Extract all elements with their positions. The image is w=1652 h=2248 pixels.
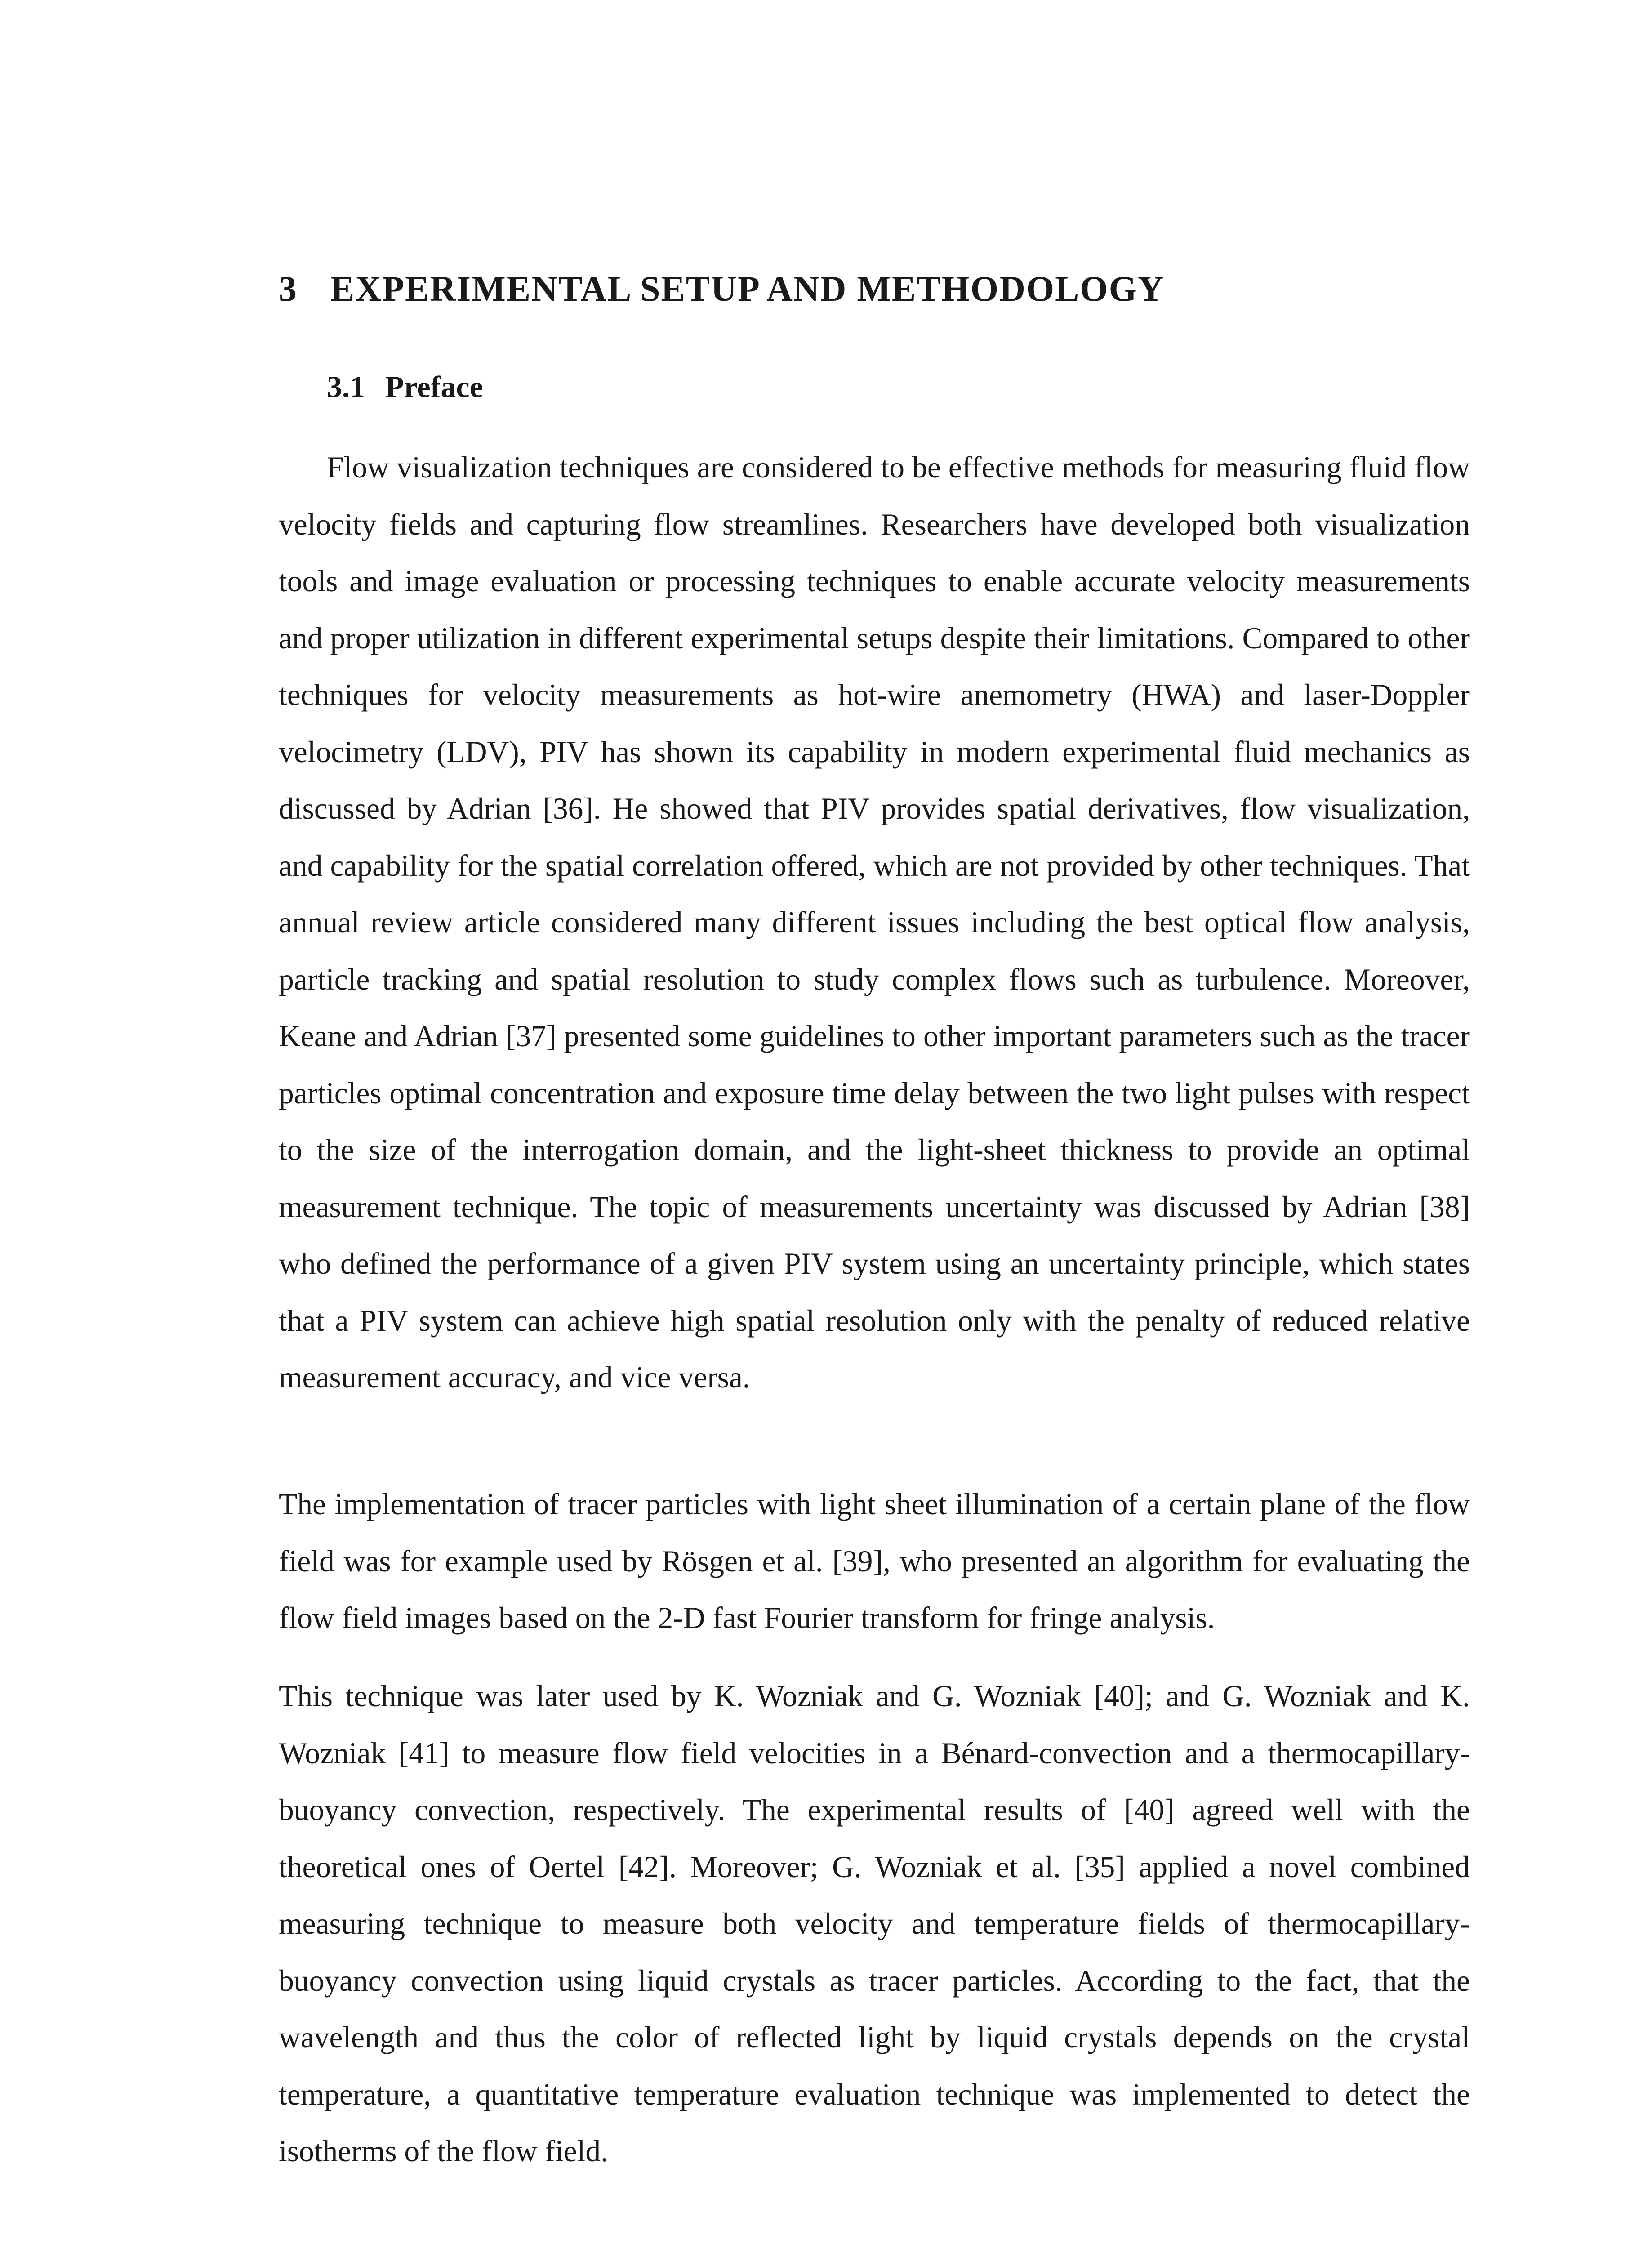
chapter-number: 3 <box>279 269 298 309</box>
chapter-title: EXPERIMENTAL SETUP AND METHODOLOGY <box>330 269 1165 309</box>
section-number: 3.1 <box>327 370 365 404</box>
chapter-heading <box>279 268 1492 311</box>
body-paragraph: The implementation of tracer particles with light sheet illumination of a certain plane of the flow field was for example used by Rösgen et al. [39], who presented an algorithm for evaluating the flow field images based on the 2-D fast Fourier transform for fringe analysis. <box>279 1487 1470 1635</box>
body-paragraph: Flow visualization techniques are considered to be effective methods for measuring fluid flow velocity fields and capturing flow streamlines. Researchers have developed both visualization tools and image evaluation or processing techniques to enable accurate velocity measurements and proper utilization in different experimental setups despite their limitations. Compared to other techniques for velocity measurements as hot-wire anemometry (HWA) and laser-Doppler velocimetry (LDV), PIV has shown its capability in modern experimental fluid mechanics as discussed by Adrian [36]. He showed that PIV provides spatial derivatives, flow visualization, and capability for the spatial correlation offered, which are not provided by other techniques. That annual review article considered many different issues including the best optical flow analysis, particle tracking and spatial resolution to study complex flows such as turbulence. Moreover, Keane and Adrian [37] presented some guidelines to other important parameters such as the tracer particles optimal concentration and exposure time delay between the two light pulses with respect to the size of the interrogation domain, and the light-sheet thickness to provide an optimal measurement technique. The topic of measurements uncertainty was discussed by Adrian [38] who defined the performance of a given PIV system using an uncertainty principle, which states that a PIV system can achieve high spatial resolution only with the penalty of reduced relative measurement accuracy, and vice versa. <box>279 450 1470 1394</box>
section-heading <box>327 369 483 406</box>
body-paragraph: This technique was later used by K. Wozniak and G. Wozniak [40]; and G. Wozniak and K. Wozniak [41] to measure flow field velocities in a Bénard-convection and a thermocapillary-buoyancy convection, respectively. The experimental results of [40] agreed well with the theoretical ones of Oertel [42]. Moreover; G. Wozniak et al. [35] applied a novel combined measuring technique to measure both velocity and temperature fields of thermocapillary-buoyancy convection using liquid crystals as tracer particles. According to the fact, that the wavelength and thus the color of reflected light by liquid crystals depends on the crystal temperature, a quantitative temperature evaluation technique was implemented to detect the isotherms of the flow field. <box>279 1679 1470 2168</box>
section-title: Preface <box>385 370 483 404</box>
